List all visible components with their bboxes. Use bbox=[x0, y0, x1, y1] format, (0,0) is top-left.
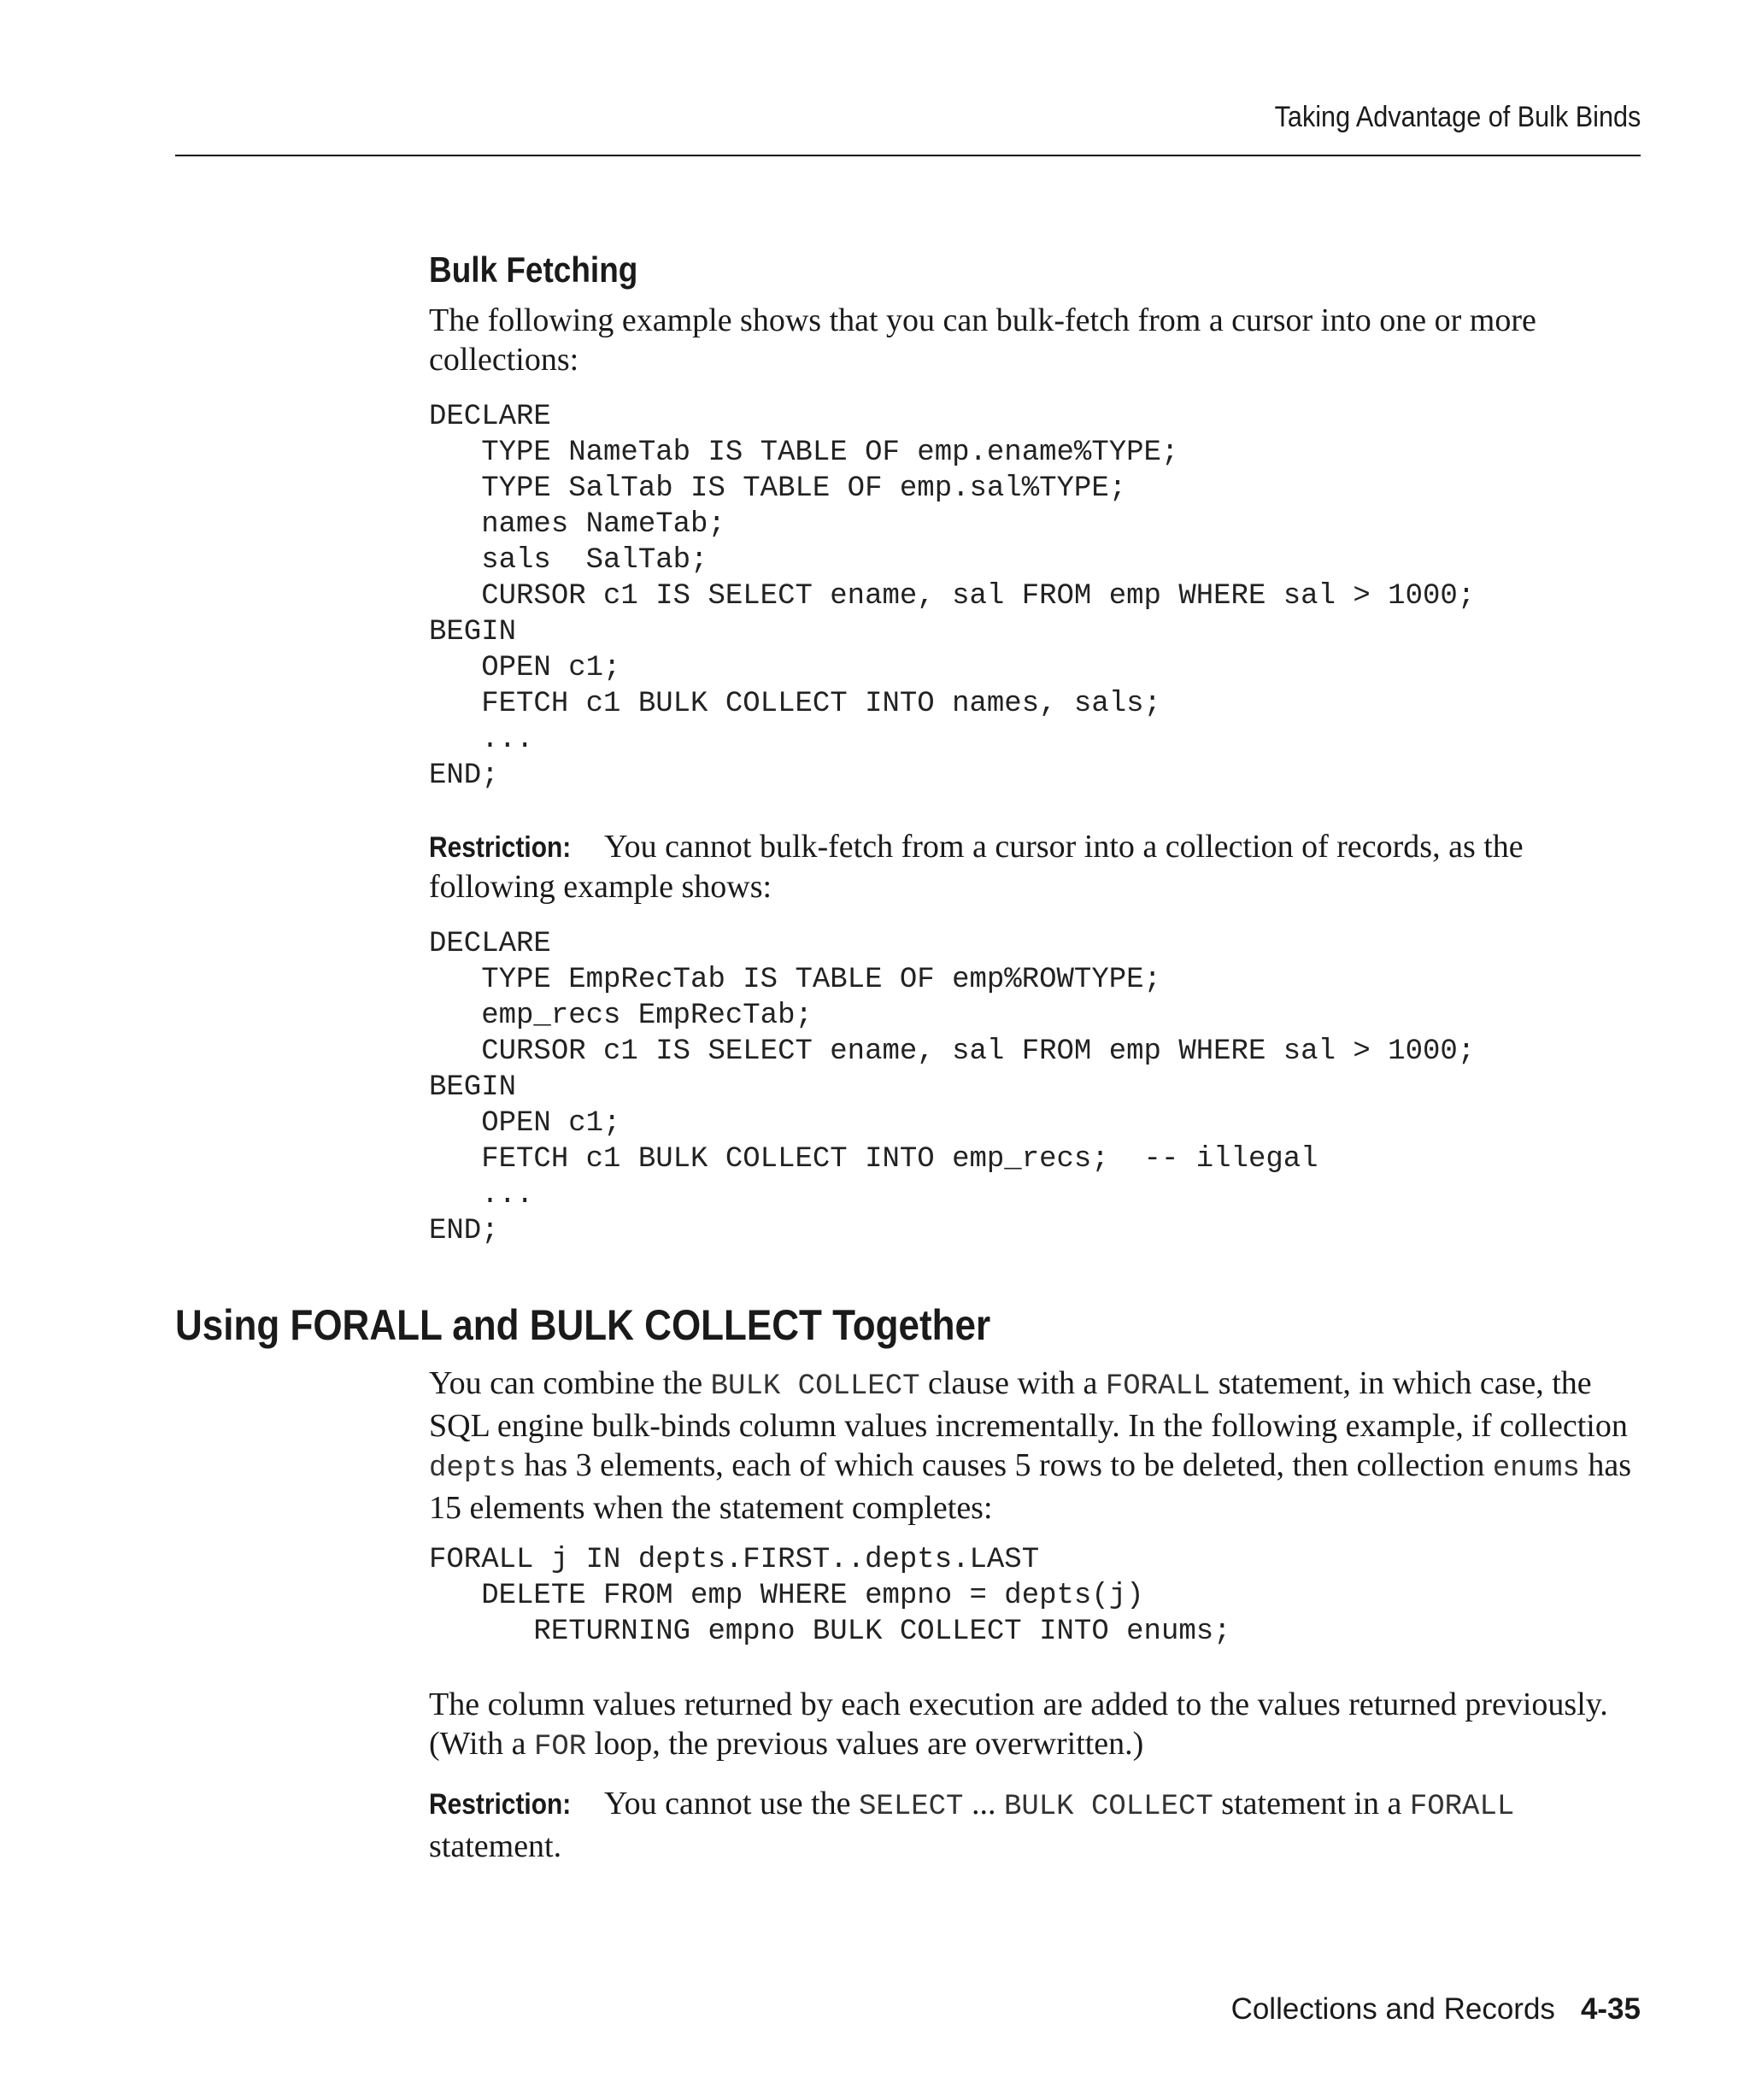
code-line: RETURNING empno BULK COLLECT INTO enums; bbox=[429, 1616, 1231, 1648]
code-line: CURSOR c1 IS SELECT ename, sal FROM emp WHERE sal > 1000; bbox=[429, 580, 1476, 613]
text-run: statement. bbox=[429, 1828, 562, 1864]
code-line: OPEN c1; bbox=[429, 652, 621, 684]
inline-code: FOR bbox=[533, 1731, 587, 1763]
code-line: TYPE EmpRecTab IS TABLE OF emp%ROWTYPE; bbox=[429, 964, 1161, 996]
code-line: names NameTab; bbox=[429, 508, 725, 541]
code-line: FETCH c1 BULK COLLECT INTO names, sals; bbox=[429, 688, 1161, 720]
code-line: END; bbox=[429, 1215, 499, 1247]
text-run: clause with a bbox=[919, 1365, 1106, 1401]
inline-code: BULK COLLECT bbox=[710, 1370, 920, 1403]
forall-paragraph-1 bbox=[429, 1364, 1642, 1528]
restriction-text: You cannot bulk-fetch from a cursor into a collection of records, as the following example shows: bbox=[429, 829, 1524, 905]
code-line: CURSOR c1 IS SELECT ename, sal FROM emp WHERE sal > 1000; bbox=[429, 1035, 1476, 1068]
text-run: You cannot use the bbox=[604, 1786, 860, 1821]
page-footer bbox=[1231, 1992, 1641, 2027]
code-line: DECLARE bbox=[429, 401, 551, 433]
text-run: statement in a bbox=[1213, 1786, 1410, 1821]
code-line: TYPE SalTab IS TABLE OF emp.sal%TYPE; bbox=[429, 472, 1127, 505]
code-line: sals SalTab; bbox=[429, 544, 708, 577]
inline-code: enums bbox=[1492, 1452, 1580, 1485]
bulk-fetching-section bbox=[429, 249, 1642, 290]
code-block-fetch bbox=[429, 399, 1642, 794]
code-line: FORALL j IN depts.FIRST..depts.LAST bbox=[429, 1544, 1040, 1576]
restriction-note-2 bbox=[429, 1784, 1642, 1866]
code-listing-forall bbox=[429, 1542, 1642, 1650]
restriction-label: Restriction: bbox=[429, 831, 572, 864]
code-line: ... bbox=[429, 724, 534, 756]
code-line: ... bbox=[429, 1179, 534, 1211]
text-run: statement, in which case, the SQL engine bulk-binds column values incrementally. In the following example, if collection bbox=[429, 1365, 1628, 1444]
code-line: END; bbox=[429, 760, 499, 792]
inline-code: FORALL bbox=[1409, 1791, 1515, 1823]
inline-code: depts bbox=[429, 1452, 517, 1485]
text-run: has 3 elements, each of which causes 5 rows to be deleted, then collection bbox=[516, 1447, 1493, 1483]
text-run: ... bbox=[963, 1786, 1004, 1821]
text-run: has 15 elements when the statement completes: bbox=[429, 1447, 1632, 1526]
inline-code: SELECT bbox=[859, 1791, 964, 1823]
code-line: DECLARE bbox=[429, 928, 551, 960]
bulk-fetching-intro bbox=[429, 301, 1642, 379]
text-run: The column values returned by each execution are added to the values returned previously. (With a bbox=[429, 1686, 1608, 1762]
code-line: TYPE NameTab IS TABLE OF emp.ename%TYPE; bbox=[429, 437, 1179, 469]
intro-paragraph: The following example shows that you can bulk-fetch from a cursor into one or more collections: bbox=[429, 302, 1536, 378]
inline-code: BULK COLLECT bbox=[1003, 1791, 1213, 1823]
code-line: OPEN c1; bbox=[429, 1107, 621, 1140]
forall-paragraph-2 bbox=[429, 1685, 1642, 1767]
code-line: BEGIN bbox=[429, 616, 517, 648]
running-header: Taking Advantage of Bulk Binds bbox=[1274, 101, 1641, 133]
section-heading-forall: Using FORALL and BULK COLLECT Together bbox=[175, 1301, 991, 1349]
code-block-forall bbox=[429, 1542, 1642, 1650]
code-line: FETCH c1 BULK COLLECT INTO emp_recs; -- illegal bbox=[429, 1143, 1318, 1176]
restriction-label: Restriction: bbox=[429, 1788, 572, 1821]
code-line: emp_recs EmpRecTab; bbox=[429, 1000, 813, 1032]
footer-chapter: Collections and Records bbox=[1230, 1992, 1555, 2026]
code-block-illegal bbox=[429, 926, 1642, 1249]
header-rule bbox=[175, 155, 1641, 156]
code-listing-illegal-fetch bbox=[429, 926, 1642, 1249]
code-listing-bulk-fetch bbox=[429, 399, 1642, 794]
text-run: loop, the previous values are overwritten.) bbox=[586, 1726, 1144, 1762]
inline-code: FORALL bbox=[1105, 1370, 1211, 1403]
section-heading-bulk-fetching: Bulk Fetching bbox=[429, 249, 638, 290]
page-number: 4-35 bbox=[1580, 1992, 1641, 2026]
code-line: DELETE FROM emp WHERE empno = depts(j) bbox=[429, 1580, 1144, 1612]
text-run: You can combine the bbox=[429, 1365, 711, 1401]
code-line: BEGIN bbox=[429, 1071, 517, 1104]
restriction-note-1 bbox=[429, 827, 1642, 906]
